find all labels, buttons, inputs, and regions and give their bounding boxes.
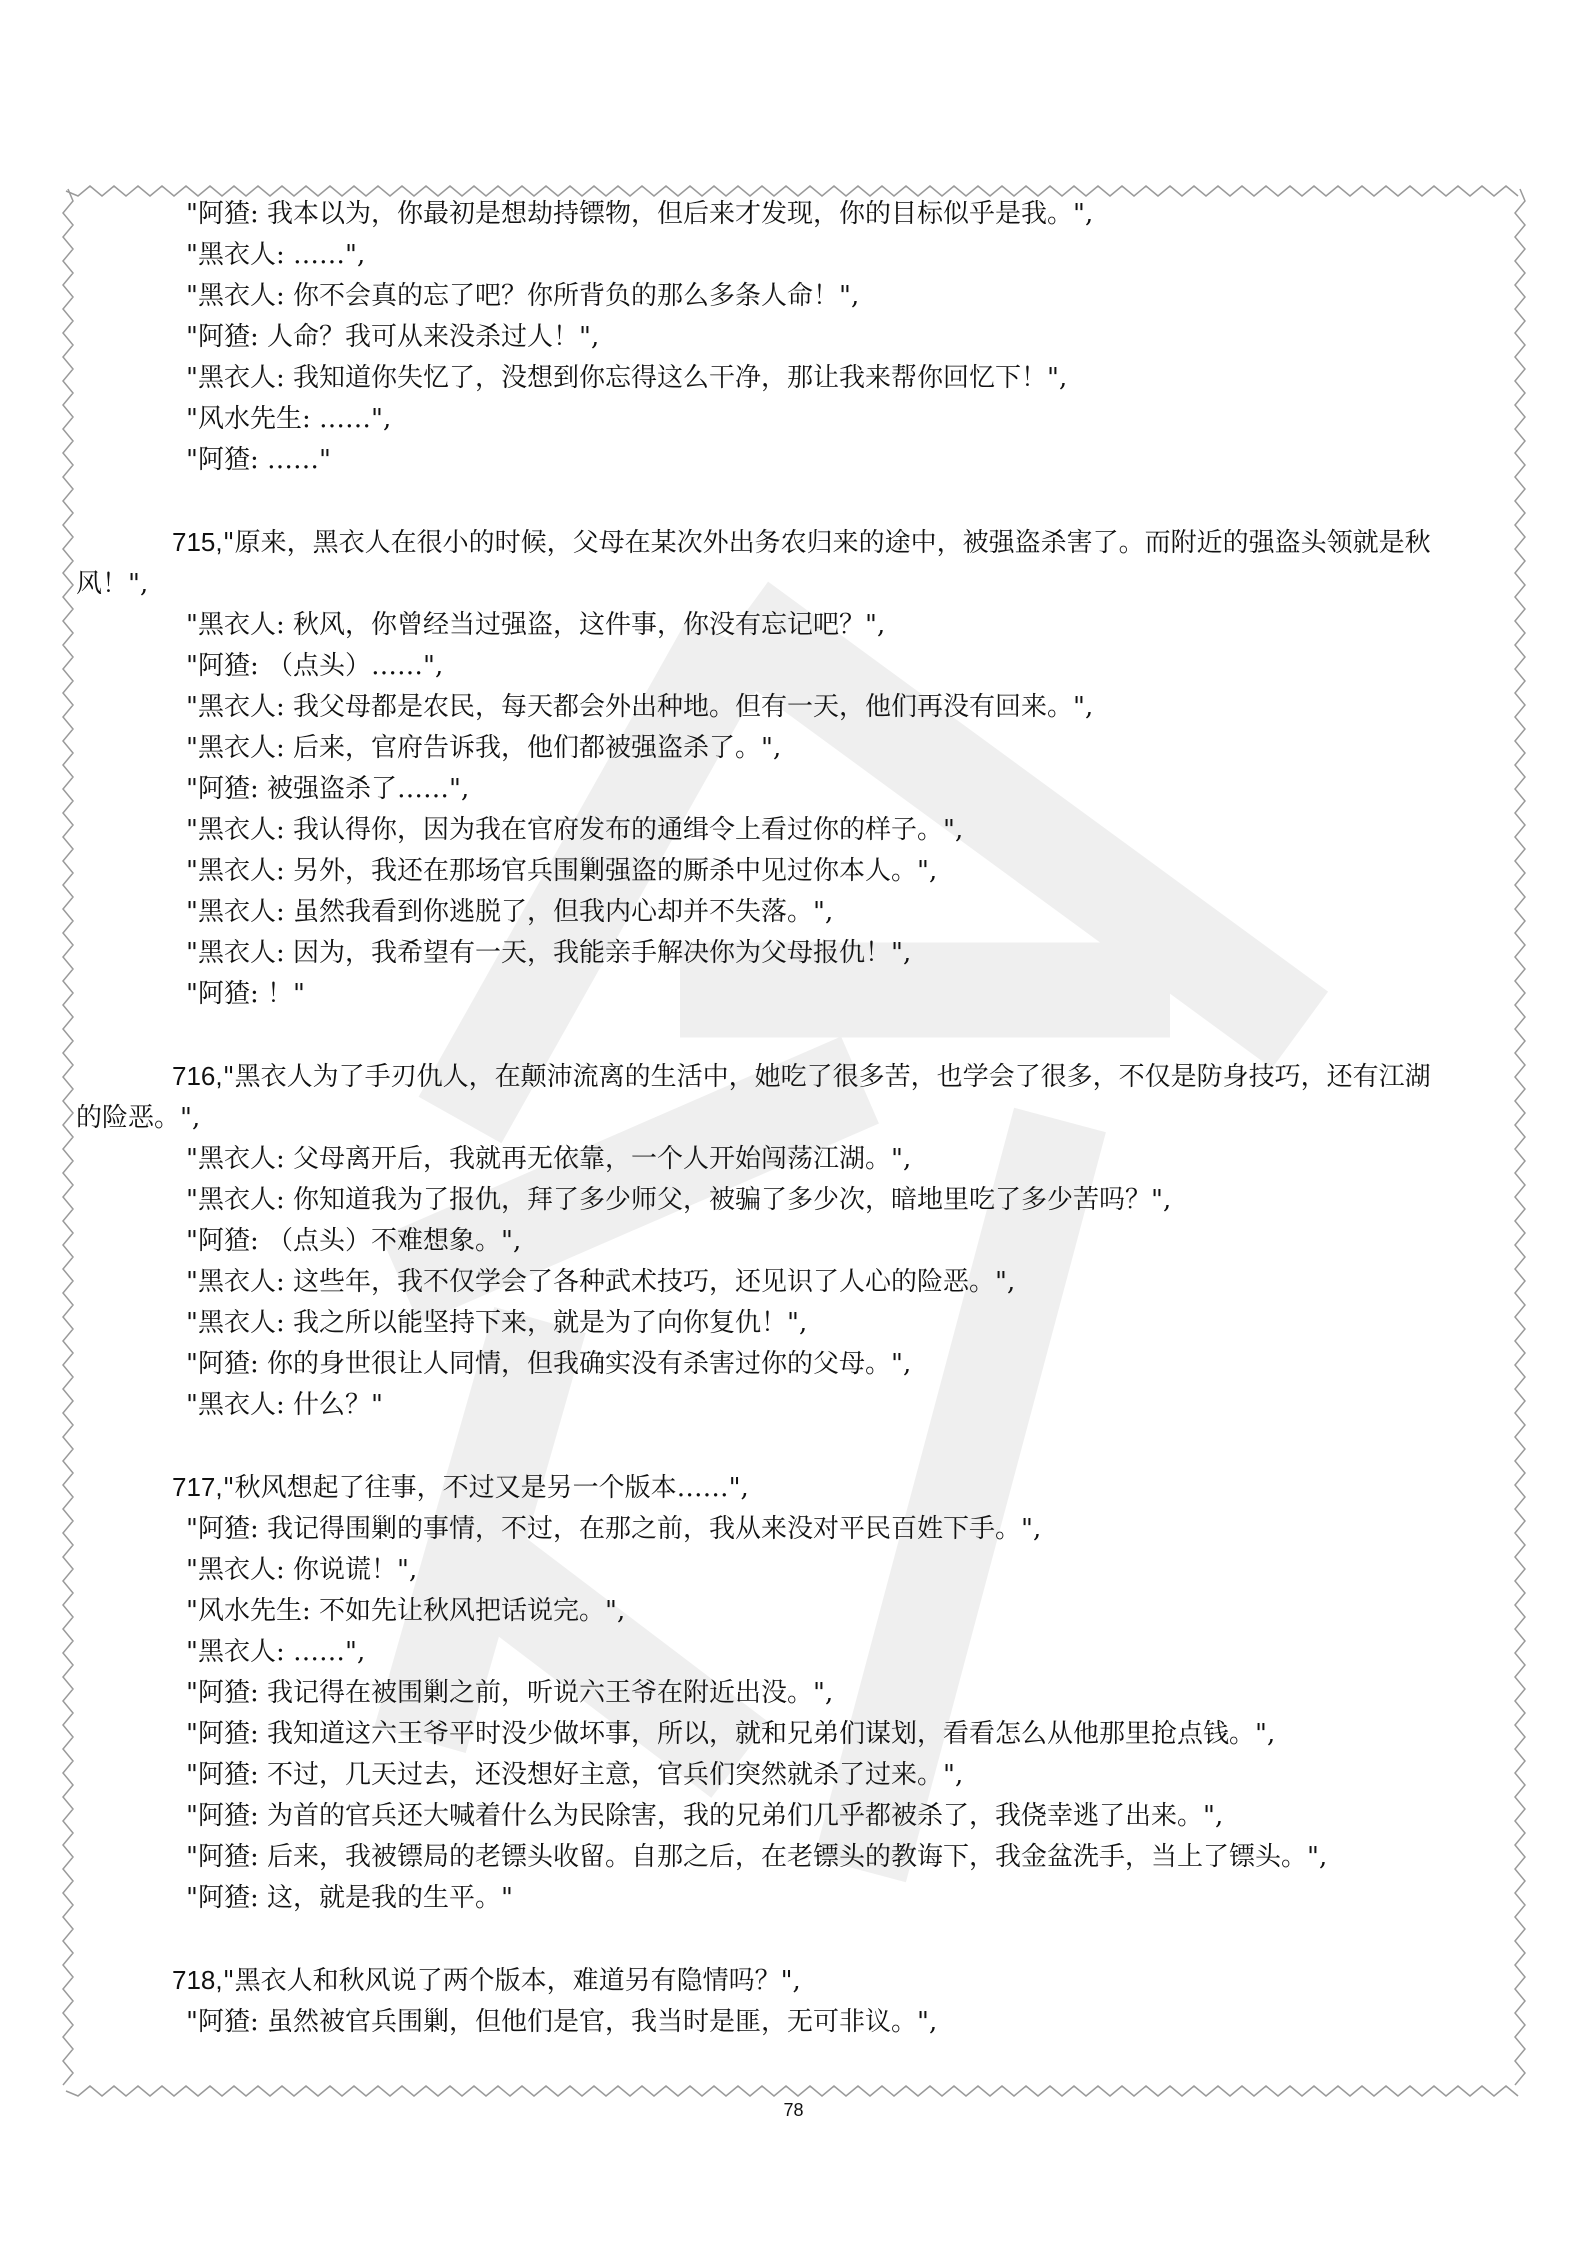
dialogue-line: "黑衣人: 你说谎！", (186, 1555, 418, 1585)
dialogue-line: "黑衣人: 你知道我为了报仇，拜了多少师父，被骗了多少次，暗地里吃了多少苦吗？", (186, 1185, 1172, 1215)
dialogue-line: "阿猹: ……" (186, 445, 331, 475)
dialogue-line: "黑衣人: 秋风，你曾经当过强盗，这件事，你没有忘记吧？", (186, 610, 886, 640)
dialogue-line: "阿猹: （点头）……", (186, 651, 444, 681)
narration-text: "秋风想起了往事，不过又是另一个版本……", (222, 1473, 749, 1503)
narration-paragraph (76, 1056, 1516, 1139)
page-number: 78 (783, 2100, 804, 2120)
dialogue-line: "阿猹: 我知道这六王爷平时没少做坏事，所以，就和兄弟们谋划，看看怎么从他那里抢点钱。", (186, 1719, 1276, 1749)
narration-text: "黑衣人和秋风说了两个版本，难道另有隐情吗？", (222, 1966, 801, 1996)
entry-number: 717, (172, 1472, 223, 1502)
narration-paragraph (76, 1467, 1516, 1509)
dialogue-line: "阿猹: （点头）不难想象。", (186, 1226, 522, 1256)
dialogue-line: "黑衣人: 我认得你，因为我在官府发布的通缉令上看过你的样子。", (186, 815, 964, 845)
dialogue-line: "阿猹: 后来，我被镖局的老镖头收留。自那之后，在老镖头的教诲下，我金盆洗手，当上了镖头。", (186, 1842, 1328, 1872)
dialogue-line: "阿猹: 人命？我可从来没杀过人！", (186, 322, 600, 352)
dialogue-line: "阿猹: 我记得在被围剿之前，听说六王爷在附近出没。", (186, 1678, 834, 1708)
dialogue-line: "黑衣人: 因为，我希望有一天，我能亲手解决你为父母报仇！", (186, 938, 912, 968)
dialogue-line: "风水先生: ……", (186, 404, 392, 434)
narration-continuation: 风！", (76, 569, 149, 599)
dialogue-line: "阿猹: 这，就是我的生平。" (186, 1883, 513, 1913)
entry-number: 715, (172, 527, 223, 557)
narration-continuation: 的险恶。", (76, 1103, 201, 1133)
dialogue-line: "阿猹: 被强盗杀了……", (186, 774, 470, 804)
dialogue-line: "黑衣人: ……", (186, 240, 366, 270)
narration-text: "黑衣人为了手刃仇人，在颠沛流离的生活中，她吃了很多苦，也学会了很多，不仅是防身技巧，还有江湖 (222, 1062, 1431, 1092)
dialogue-line: "阿猹: 不过，几天过去，还没想好主意，官兵们突然就杀了过来。", (186, 1760, 964, 1790)
dialogue-line: "阿猹: 我记得围剿的事情，不过，在那之前，我从来没对平民百姓下手。", (186, 1514, 1042, 1544)
document-body (76, 194, 1516, 2043)
dialogue-line: "阿猹: 虽然被官兵围剿，但他们是官，我当时是匪，无可非议。", (186, 2007, 938, 2037)
narration-text: "原来，黑衣人在很小的时候，父母在某次外出务农归来的途中，被强盗杀害了。而附近的强盗头领就是秋 (222, 528, 1431, 558)
dialogue-line: "黑衣人: ……", (186, 1637, 366, 1667)
dialogue-line: "阿猹: 我本以为，你最初是想劫持镖物，但后来才发现，你的目标似乎是我。", (186, 199, 1094, 229)
dialogue-line: "黑衣人: 虽然我看到你逃脱了，但我内心却并不失落。", (186, 897, 834, 927)
entry-number: 718, (172, 1965, 223, 1995)
narration-paragraph (76, 522, 1516, 605)
dialogue-line: "阿猹: 你的身世很让人同情，但我确实没有杀害过你的父母。", (186, 1349, 912, 1379)
dialogue-line: "黑衣人: 这些年，我不仅学会了各种武术技巧，还见识了人心的险恶。", (186, 1267, 1016, 1297)
dialogue-line: "黑衣人: 另外，我还在那场官兵围剿强盗的厮杀中见过你本人。", (186, 856, 938, 886)
dialogue-line: "阿猹: 为首的官兵还大喊着什么为民除害，我的兄弟们几乎都被杀了，我侥幸逃了出来。", (186, 1801, 1224, 1831)
dialogue-line: "黑衣人: 后来，官府告诉我，他们都被强盗杀了。", (186, 733, 782, 763)
narration-paragraph (76, 1960, 1516, 2002)
dialogue-line: "黑衣人: 什么？" (186, 1390, 383, 1420)
paragraph-gap (76, 481, 1516, 522)
dialogue-line: "黑衣人: 我父母都是农民，每天都会外出种地。但有一天，他们再没有回来。", (186, 692, 1094, 722)
dialogue-line: "阿猹: ！" (186, 979, 305, 1009)
dialogue-line: "黑衣人: 你不会真的忘了吧？你所背负的那么多条人命！", (186, 281, 860, 311)
dialogue-line: "黑衣人: 我之所以能坚持下来，就是为了向你复仇！", (186, 1308, 808, 1338)
paragraph-gap (76, 1919, 1516, 1960)
dialogue-line: "黑衣人: 父母离开后，我就再无依靠，一个人开始闯荡江湖。", (186, 1144, 912, 1174)
dialogue-line: "黑衣人: 我知道你失忆了，没想到你忘得这么干净，那让我来帮你回忆下！", (186, 363, 1068, 393)
paragraph-gap (76, 1015, 1516, 1056)
dialogue-line: "风水先生: 不如先让秋风把话说完。", (186, 1596, 626, 1626)
paragraph-gap (76, 1426, 1516, 1467)
entry-number: 716, (172, 1061, 223, 1091)
